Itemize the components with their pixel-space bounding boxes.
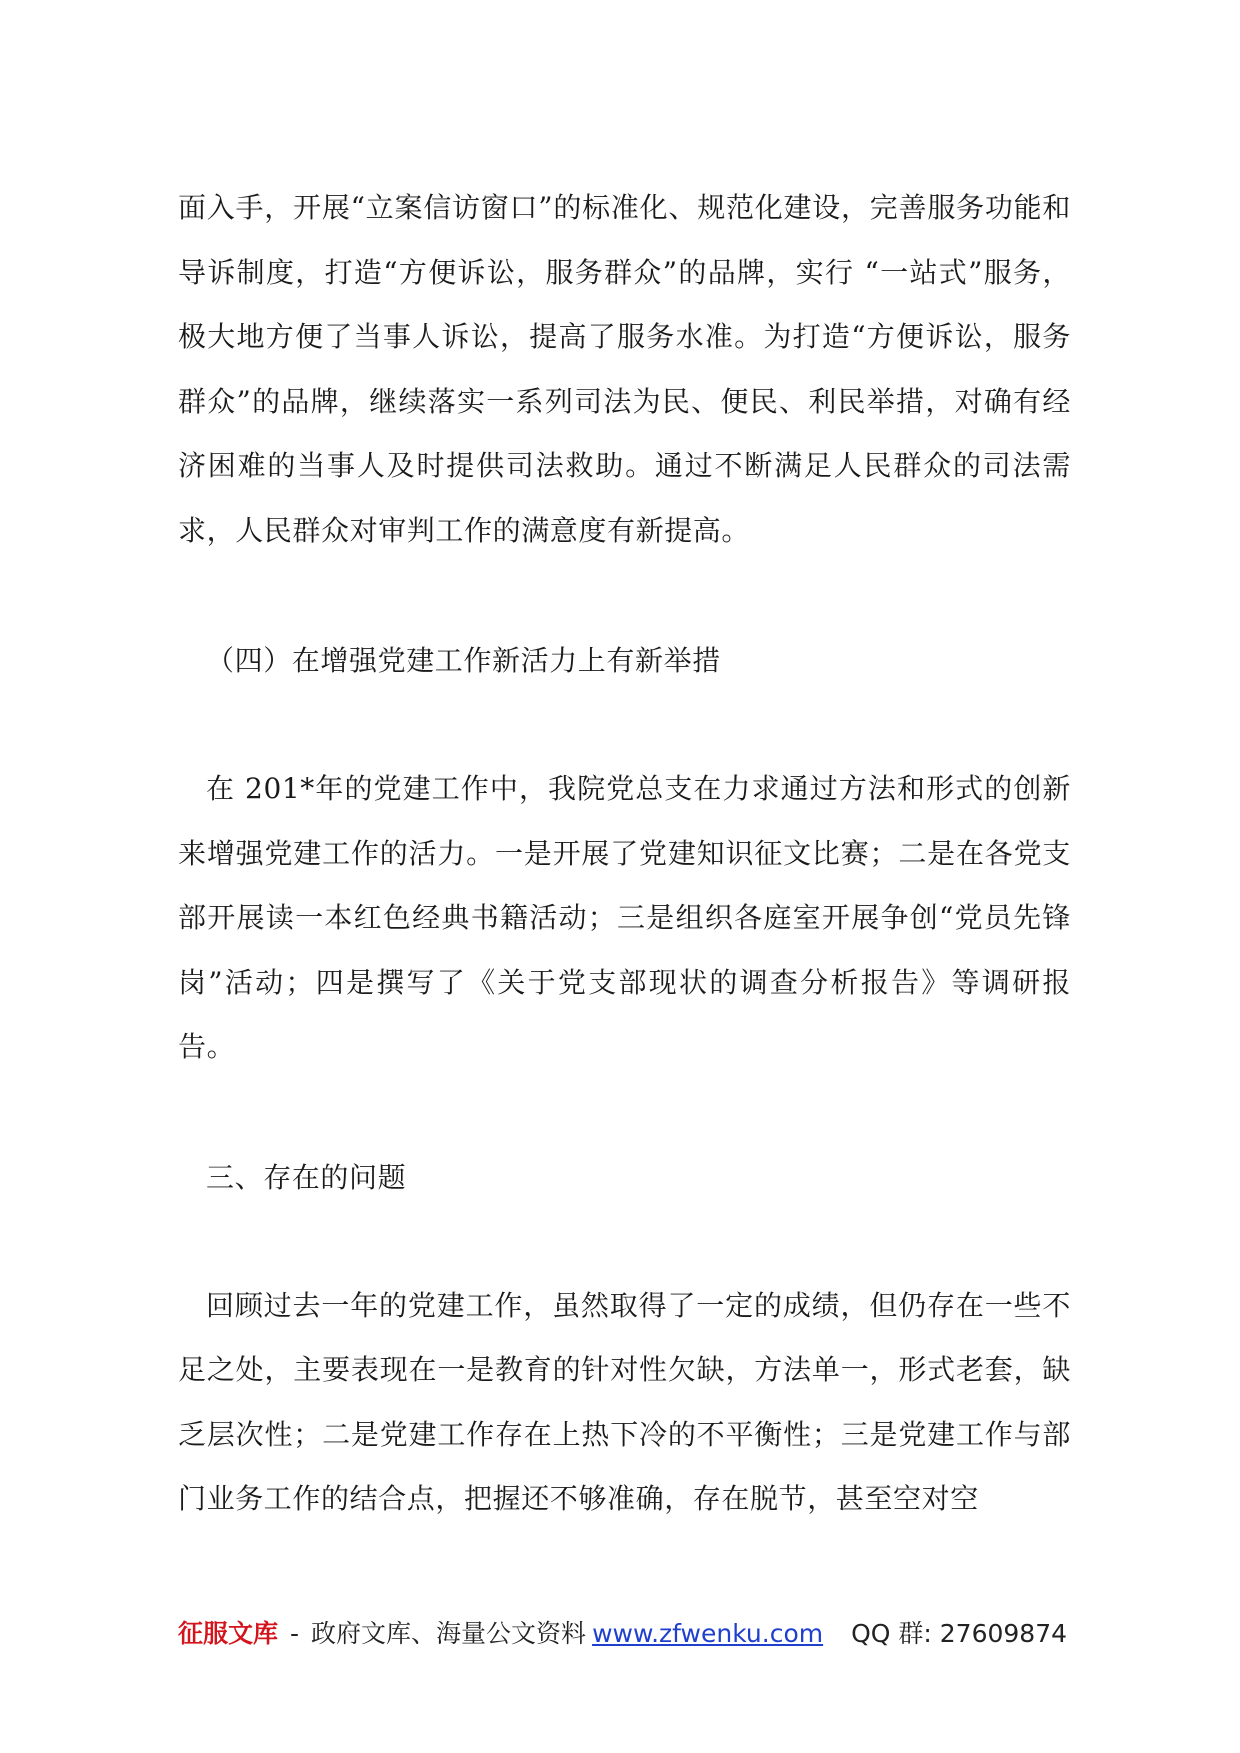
body-paragraph: 面入手，开展“立案信访窗口”的标准化、规范化建设，完善服务功能和导诉制度，打造“方便诉讼，服务群众”的品牌，实行 “一站式”服务，极大地方便了当事人诉讼，提高了服务水准。为打造“方便诉讼，服务群众”的品牌，继续落实一系列司法为民、便民、利民举措，对确有经济困难的当事人及时提供司法救助。通过不断满足人民群众的司法需求，人民群众对审判工作的满意度有新提高。: [178, 191, 1071, 547]
body-paragraph: 在 201*年的党建工作中，我院党总支在力求通过方法和形式的创新来增强党建工作的活力。一是开展了党建知识征文比赛；二是在各党支部开展读一本红色经典书籍活动；三是组织各庭室开展争创“党员先锋岗”活动；四是撰写了《关于党支部现状的调查分析报告》等调研报告。: [178, 772, 1071, 1063]
footer-separator: -: [290, 1619, 300, 1648]
footer-website-link[interactable]: www.zfwenku.com: [592, 1619, 824, 1648]
section-heading: 三、存在的问题: [206, 1160, 407, 1194]
body-paragraph: 回顾过去一年的党建工作，虽然取得了一定的成绩，但仍存在一些不足之处，主要表现在一是教育的针对性欠缺，方法单一，形式老套，缺乏层次性；二是党建工作存在上热下冷的不平衡性；三是党建工作与部门业务工作的结合点，把握还不够准确，存在脱节，甚至空对空: [178, 1288, 1071, 1515]
footer-description: 政府文库、海量公文资料: [311, 1619, 587, 1648]
footer-qq-group: QQ 群: 27609874: [851, 1619, 1068, 1648]
page-footer: [178, 1614, 1078, 1658]
section-heading: （四）在增强党建工作新活力上有新举措: [206, 644, 721, 677]
footer-brand: 征服文库: [178, 1619, 279, 1648]
document-body: [178, 176, 1071, 1532]
